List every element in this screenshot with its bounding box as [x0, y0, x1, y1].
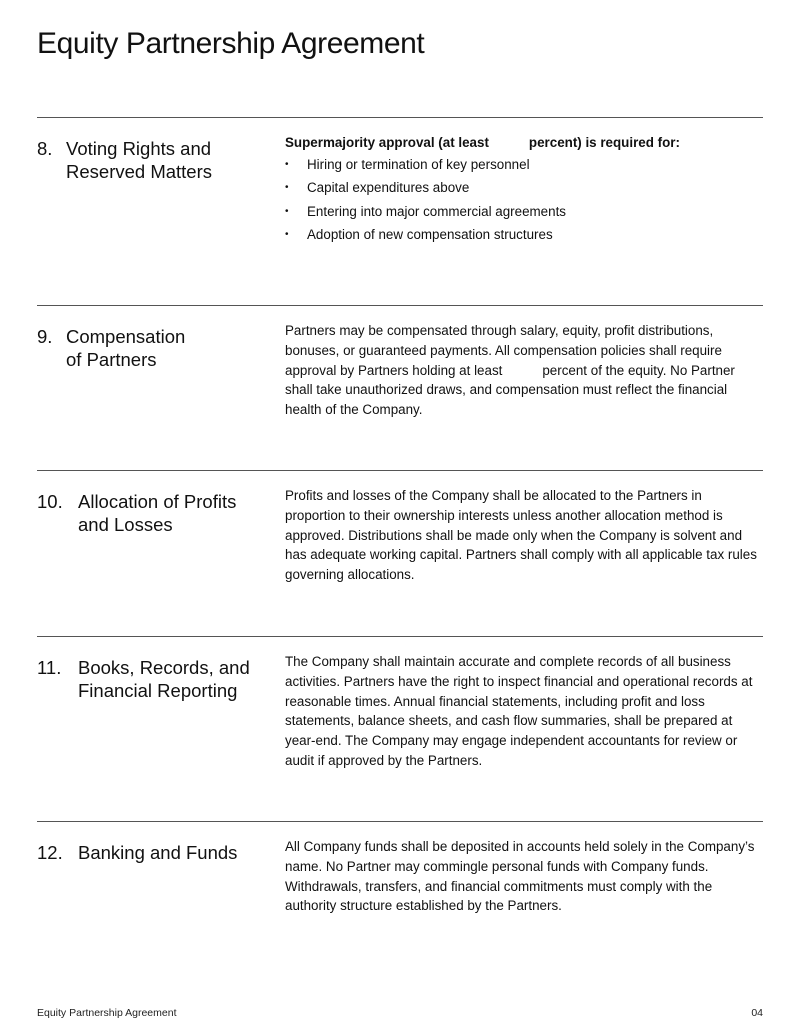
list-item: [285, 153, 763, 177]
section-heading: [37, 325, 196, 371]
section-compensation: [37, 305, 763, 418]
bullet-icon: •: [285, 205, 289, 217]
list-item: [285, 200, 763, 224]
lead-text-before: Supermajority approval (at least: [285, 135, 489, 150]
section-heading: [37, 137, 226, 183]
section-title: Banking and Funds: [78, 842, 238, 863]
section-number: 8.: [37, 138, 53, 159]
paragraph-text-before: Partners may be compensated through salary, equity, profit distributions, bonuses, or guaranteed payments. All compensation policies shall require approval by Partners holding at least: [285, 323, 722, 378]
list-item-text: Adoption of new compensation structures: [307, 227, 553, 243]
section-paragraph: [285, 321, 763, 420]
section-number: 11.: [37, 657, 62, 678]
list-item: [285, 223, 763, 247]
list-item: [285, 176, 763, 200]
section-heading: [37, 841, 278, 864]
section-paragraph: Profits and losses of the Company shall be allocated to the Partners in proportion to their ownership interests unless another allocation method is approved. Distributions shall be made only when the Company is solvent and has adequate working capital. Partners shall comply with all applicable tax rules governing allocations.: [285, 488, 757, 583]
section-body: [285, 837, 763, 916]
section-allocation: [37, 470, 763, 583]
section-title: Allocation of Profits and Losses: [78, 491, 237, 535]
document-title: Equity Partnership Agreement: [37, 27, 425, 60]
bullet-icon: •: [285, 158, 289, 170]
paragraph-text-after: percent of the equity. No Partner shall take unauthorized draws, and compensation must reflect the financial health of the Company.: [285, 362, 735, 418]
section-body: [285, 133, 763, 247]
section-title: Voting Rights and Reserved Matters: [66, 138, 212, 182]
section-number: 12.: [37, 842, 63, 863]
section-body: [285, 321, 763, 420]
section-body: [285, 486, 763, 585]
lead-text-after: percent) is required for:: [528, 135, 680, 150]
bullet-icon: •: [285, 229, 289, 241]
section-title: Books, Records, and Financial Reporting: [78, 657, 250, 701]
footer-page-number: 04: [751, 1007, 763, 1019]
section-body: [285, 652, 763, 771]
list-item-text: Entering into major commercial agreements: [307, 203, 566, 219]
bullet-icon: •: [285, 182, 289, 194]
section-books-records: [37, 636, 763, 768]
section-paragraph: The Company shall maintain accurate and complete records of all business activities. Partners have the right to inspect financial and operational records at reasonable times. Annual financial statements, including profit and loss statements, balance sheets, and cash flow summaries, shall be prepared at year-end. The Company may engage independent accountants for review or audit if approved by the Partners.: [285, 654, 753, 768]
section-lead: [285, 133, 763, 153]
list-item-text: Capital expenditures above: [307, 180, 470, 196]
section-voting-rights: [37, 117, 763, 243]
section-heading: [37, 656, 263, 702]
section-banking: [37, 821, 763, 914]
section-number: 10.: [37, 491, 63, 512]
section-paragraph: All Company funds shall be deposited in accounts held solely in the Company’s name. No Partner may commingle personal funds with Company funds. Withdrawals, transfers, and financial commitments must comply with the authority structure established by the Partners.: [285, 839, 755, 914]
list-item-text: Hiring or termination of key personnel: [307, 156, 530, 172]
section-title: Compensation of Partners: [66, 326, 186, 370]
section-heading: [37, 490, 263, 536]
reserved-matters-list: [285, 153, 763, 247]
footer-document-name: Equity Partnership Agreement: [37, 1007, 177, 1019]
section-number: 9.: [37, 326, 53, 347]
